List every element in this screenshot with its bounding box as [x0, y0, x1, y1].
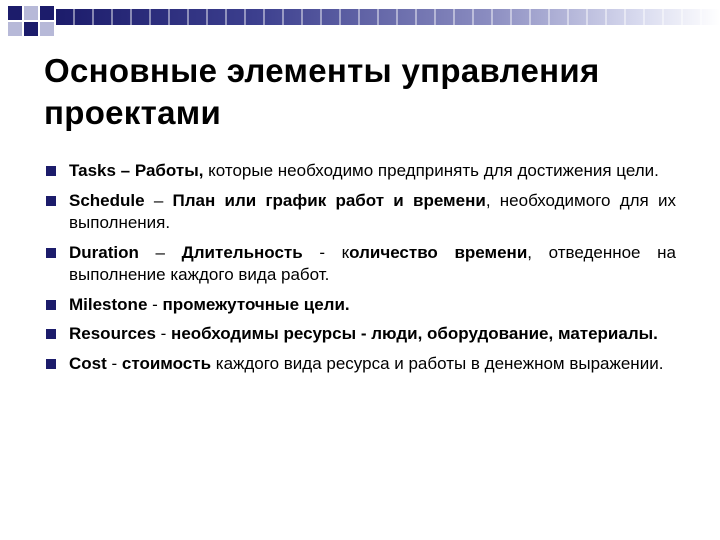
- bullet-separator-2: - к: [302, 242, 350, 262]
- term-milestone: Milestone: [69, 294, 148, 314]
- header-band-stripes: [56, 9, 720, 25]
- bullet-separator: -: [106, 353, 122, 373]
- square-bullet-icon: [46, 248, 56, 258]
- decor-square-5: [24, 22, 38, 36]
- slide-title: Основные элементы управления проектами: [44, 52, 600, 131]
- term-cost: Cost: [69, 353, 107, 373]
- term-tasks: Tasks – Работы,: [69, 161, 204, 180]
- square-bullet-icon: [46, 300, 56, 310]
- decor-square-1: [8, 6, 22, 20]
- bullet-separator: –: [144, 190, 173, 210]
- bullet-separator: –: [138, 242, 182, 262]
- term-schedule: Schedule: [69, 190, 145, 210]
- square-bullet-icon: [46, 166, 56, 176]
- term-duration: Duration: [69, 242, 139, 262]
- bullet-list: [46, 160, 676, 382]
- decor-square-6: [40, 22, 54, 36]
- bullet-text: , отведенное на выполнение каждого вида работ.: [69, 242, 676, 284]
- decor-square-2: [24, 6, 38, 20]
- square-bullet-icon: [46, 359, 56, 369]
- definition-schedule: План или график работ и времени: [172, 190, 486, 210]
- bullet-item-duration: [46, 242, 676, 287]
- bullet-item-resources: [46, 323, 676, 346]
- definition-milestone: промежуточные цели.: [162, 294, 350, 314]
- term-resources: Resources: [69, 324, 156, 343]
- bullet-separator: -: [147, 294, 163, 314]
- bullet-item-milestone: [46, 294, 676, 317]
- square-bullet-icon: [46, 329, 56, 339]
- bullet-item-tasks: [46, 160, 676, 183]
- bullet-item-schedule: [46, 190, 676, 235]
- decor-square-3: [40, 6, 54, 20]
- bullet-text: , необходимого для их выполнения.: [69, 190, 676, 232]
- definition-duration-2: оличество времени: [349, 242, 528, 262]
- definition-cost: стоимость: [121, 353, 212, 373]
- bullet-separator: -: [155, 324, 172, 343]
- bullet-item-cost: [46, 353, 676, 376]
- decor-square-4: [8, 22, 22, 36]
- square-bullet-icon: [46, 196, 56, 206]
- definition-resources: необходимы ресурсы - люди, оборудование, материалы.: [171, 324, 658, 343]
- bullet-text: которые необходимо предпринять для достижения цели.: [203, 161, 659, 180]
- bullet-text: каждого вида ресурса и работы в денежном выражении.: [211, 353, 664, 373]
- definition-duration: Длительность: [181, 242, 303, 262]
